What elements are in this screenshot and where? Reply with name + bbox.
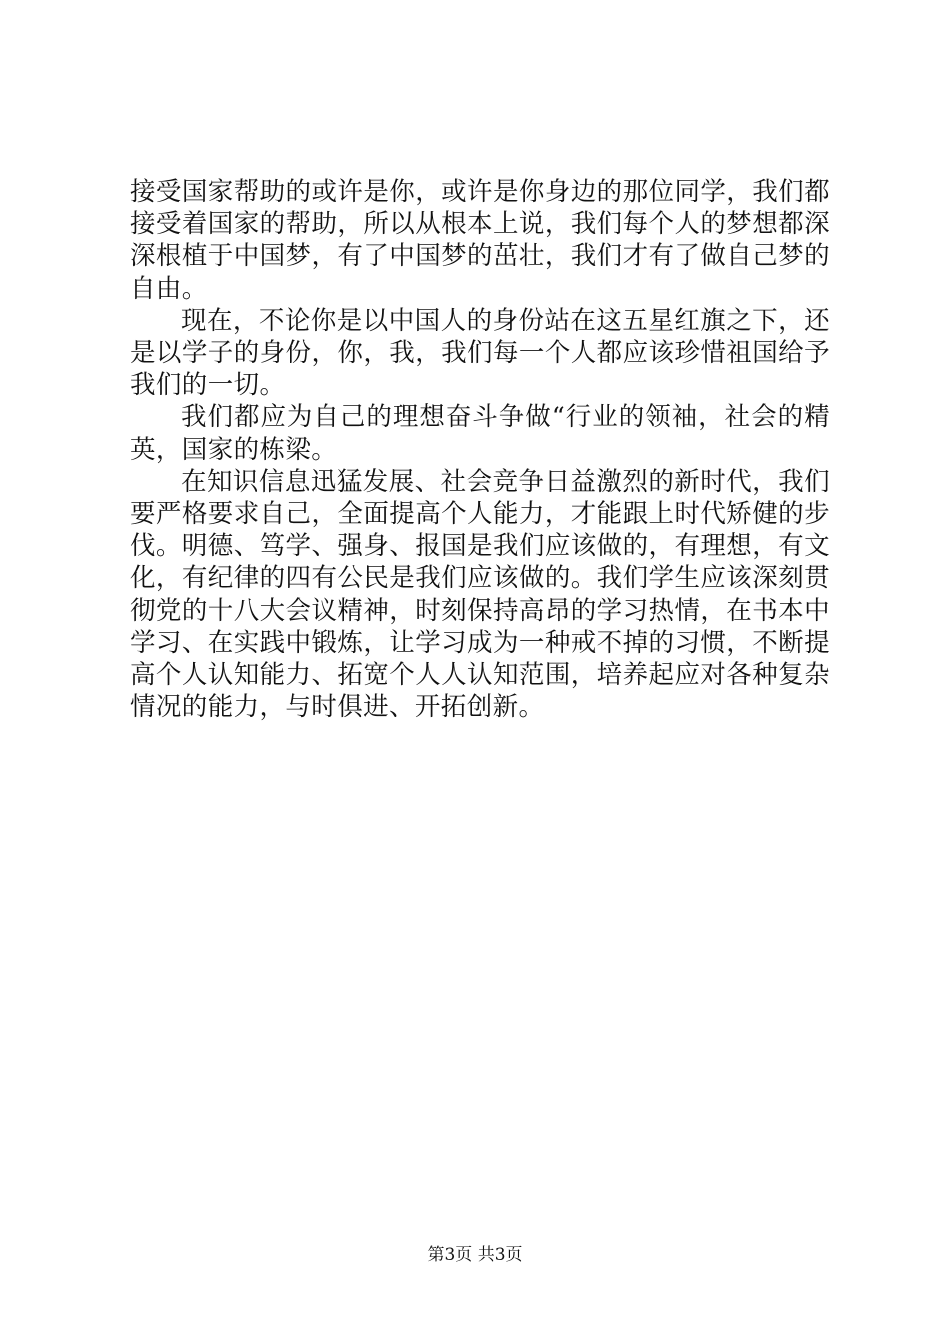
document-body	[130, 176, 830, 723]
paragraph-4: 在知识信息迅猛发展、社会竞争日益激烈的新时代，我们要严格要求自己，全面提高个人能力，才能跟上时代矫健的步伐。明德、笃学、强身、报国是我们应该做的，有理想，有文化，有纪律的四有公民是我们应该做的。我们学生应该深刻贯彻党的十八大会议精神，时刻保持高昂的学习热情，在书本中学习、在实践中锻炼，让学习成为一种戒不掉的习惯，不断提高个人认知能力、拓宽个人人认知范围，培养起应对各种复杂情况的能力，与时俱进、开拓创新。	[130, 466, 830, 723]
paragraph-1: 接受国家帮助的或许是你，或许是你身边的那位同学，我们都接受着国家的帮助，所以从根本上说，我们每个人的梦想都深深根植于中国梦，有了中国梦的茁壮，我们才有了做自己梦的自由。	[130, 177, 830, 304]
page-number-footer: 第3页 共3页	[427, 1245, 523, 1265]
paragraph-3: 我们都应为自己的理想奋斗争做“行业的领袖，社会的精英，国家的栋梁。	[130, 402, 830, 465]
paragraph-2: 现在，不论你是以中国人的身份站在这五星红旗之下，还是以学子的身份，你，我，我们每一个人都应该珍惜祖国给予我们的一切。	[130, 305, 830, 401]
